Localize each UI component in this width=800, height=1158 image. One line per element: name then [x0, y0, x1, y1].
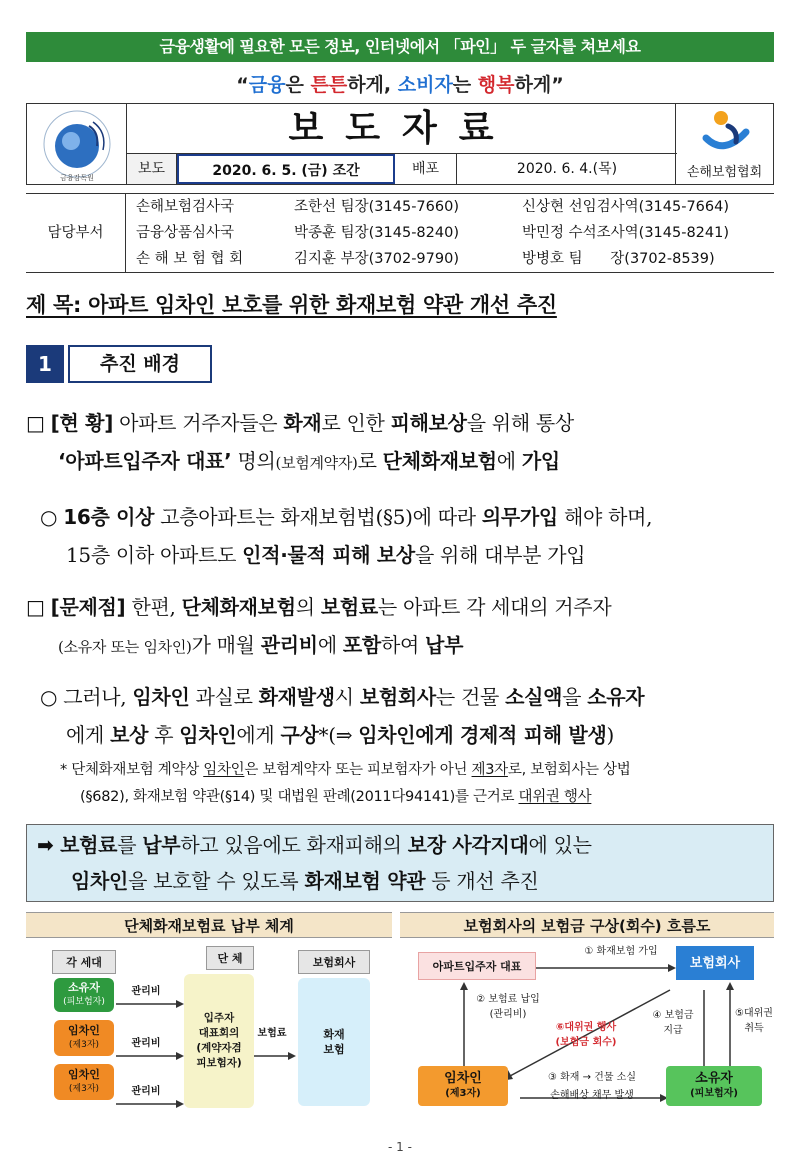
page-number: - 1 -	[388, 1140, 412, 1154]
knia-emblem-icon	[676, 104, 774, 160]
release-label: 보도	[127, 154, 177, 184]
fee-label: 관리비	[131, 1037, 161, 1049]
contact-label: 담당부서	[26, 194, 126, 272]
left-diagram-heading: 단체화재보험료 납부 체계	[26, 912, 392, 938]
section-title: 추진 배경	[68, 345, 212, 383]
tenant-box: 임차인 (제3자)	[54, 1020, 114, 1056]
fire-insurance-box: 화재 보험	[298, 978, 370, 1106]
contact-table	[26, 193, 774, 273]
contact-row: 손 해 보 험 협 회 김지훈 부장(3702-9790) 방병호 팀 장(3702-8539)	[136, 251, 715, 267]
fss-logo	[27, 104, 127, 184]
resident-council-box: 입주자 대표회의 (계약자겸 피보험자)	[184, 974, 254, 1108]
paragraph-status: □ [현 황] 아파트 거주자들은 화재로 인한 피해보상을 위해 통상 ‘아파트입주자 대표’ 명의(보험계약자)로 단체화재보험에 가입	[26, 411, 574, 473]
step-1-label: ① 화재보험 가입	[584, 945, 658, 957]
resident-rep-box: 아파트입주자 대표	[418, 952, 536, 980]
group-header: 단 체	[206, 946, 254, 970]
paragraph-mandatory: ○ 16층 이상 고층아파트는 화재보험법(§5)에 따라 의무가입 해야 하며, 15층 이하 아파트도 인적·물적 피해 보상을 위해 대부분 가입	[40, 505, 653, 567]
distribution-date: 2020. 6. 4.(목)	[516, 161, 618, 177]
knia-name: 손해보험협회	[686, 165, 763, 180]
contact-row: 금융상품심사국 박종훈 팀장(3145-8240) 박민정 수석조사역(3145-8241)	[136, 225, 730, 241]
svg-text:금융감독원: 금융감독원	[60, 174, 94, 182]
footnote: * 단체화재보험 계약상 임차인은 보험계약자 또는 피보험자가 아닌 제3자로, 보험회사는 상법 (§682), 화재보험 약관(§14) 및 대법원 판례(2011다94141)를 근거로 대위권 행사	[60, 762, 631, 805]
tenant-box: 임차인 (제3자)	[54, 1064, 114, 1100]
step-6-label: ⑥대위권 행사 (보험금 회수)	[555, 1022, 617, 1048]
release-date: 2020. 6. 5. (금) 조간	[177, 154, 395, 184]
fee-label: 관리비	[131, 985, 161, 997]
page-title: 보도자료	[127, 104, 677, 154]
step-4-label: ④ 보험금 지급	[652, 1010, 694, 1036]
step-3-label: ③ 화재 → 건물 소실	[547, 1071, 637, 1083]
release-row	[127, 154, 677, 184]
fee-label: 관리비	[131, 1085, 161, 1097]
slogan: “금융은 튼튼하게, 소비자는 행복하게”	[236, 74, 564, 96]
distribution-label: 배포	[395, 154, 457, 184]
subject-line: 제 목: 아파트 임차인 보호를 위한 화재보험 약관 개선 추진	[26, 293, 557, 317]
summary-box: ➡ 보험료를 납부하고 있음에도 화재피해의 보장 사각지대에 있는 임차인을 보호할 수 있도록 화재보험 약관 등 개선 추진	[26, 824, 774, 902]
diagram-area	[26, 912, 774, 1132]
contact-row: 손해보험검사국 조한선 팀장(3145-7660) 신상현 선임검사역(3145-7664)	[136, 199, 730, 215]
households-header: 각 세대	[52, 950, 116, 974]
paragraph-subrogation: ○ 그러나, 임차인 과실로 화재발생시 보험회사는 건물 소실액을 소유자 에게 보상 후 임차인에게 구상*(⇒ 임차인에게 경제적 피해 발생)	[40, 685, 645, 747]
step-5-label: ⑤대위권 취득	[735, 1008, 773, 1034]
insurer-header: 보험회사	[298, 950, 370, 974]
paragraph-problem: □ [문제점] 한편, 단체화재보험의 보험료는 아파트 각 세대의 거주자 (소유자 또는 임차인)가 매월 관리비에 포함하여 납부	[26, 595, 612, 657]
fss-emblem-icon	[27, 104, 127, 184]
top-banner: 금융생활에 필요한 모든 정보, 인터넷에서 「파인」 두 글자를 쳐보세요	[26, 32, 774, 62]
knia-logo	[675, 104, 773, 184]
premium-label: 보험료	[257, 1027, 287, 1039]
insurer-box: 보험회사	[676, 946, 754, 980]
right-diagram-heading: 보험회사의 보험금 구상(회수) 흐름도	[400, 912, 774, 938]
section-number: 1	[26, 345, 64, 383]
step-2-label: ② 보험료 납입 (관리비)	[476, 994, 540, 1020]
owner-box: 소유자 (피보험자)	[54, 978, 114, 1012]
tenant-box: 임차인 (제3자)	[418, 1066, 508, 1106]
step-3-sub-label: 손해배상 채무 발생	[550, 1089, 634, 1101]
press-header	[26, 103, 774, 185]
owner-box: 소유자 (피보험자)	[666, 1066, 762, 1106]
